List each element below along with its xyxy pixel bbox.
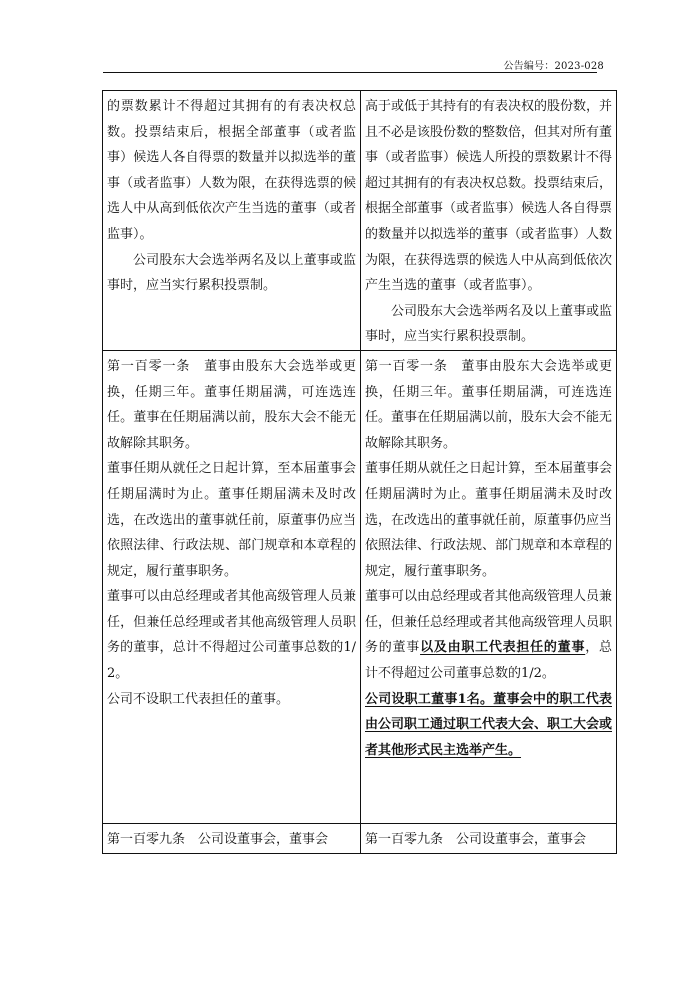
paragraph: 的票数累计不得超过其拥有的有表决权总数。投票结束后，根据全部董事（或者监事）候选人各自得票的数量并以拟选举的董事（或者监事）人数为限，在获得选票的候选人中从高到低依次产生当选的董事（或者监事）。 [107, 99, 356, 242]
paragraph [365, 584, 612, 686]
notice-number: 公告编号：2023-028 [503, 61, 604, 72]
revised-text-cell [361, 350, 617, 823]
original-text-cell [103, 350, 361, 823]
inserted-text: 以及由职工代表担任的董事 [420, 640, 586, 656]
paragraph: 董事任期从就任之日起计算，至本届董事会任期届满时为止。董事任期届满未及时改选，在改选出的董事就任前，原董事仍应当依照法律、行政法规、部门规章和本章程的规定，履行董事职务。 [365, 461, 613, 579]
comparison-table [102, 90, 617, 854]
table-row [103, 823, 617, 853]
header-divider [103, 72, 597, 73]
paragraph: 董事可以由总经理或者其他高级管理人员兼任，但兼任总经理或者其他高级管理人员职务的董事，总计不得超过公司董事总数的1/2。 [107, 589, 356, 682]
paragraph-text: ，总计不得超过公司董事总数的1/2。 [365, 640, 612, 682]
paragraph: 第一百零九条 公司设董事会，董事会 [365, 831, 587, 847]
table-row [103, 91, 617, 351]
table-row [103, 350, 617, 823]
inserted-paragraph: 公司设职工董事1名。董事会中的职工代表由公司职工通过职工代表大会、职工大会或者其他形式民主选举产生。 [365, 691, 613, 758]
paragraph: 高于或低于其持有的有表决权的股份数，并且不必是该股份数的整数倍，但其对所有董事（或者监事）候选人所投的票数累计不得超过其拥有的有表决权总数。投票结束后，根据全部董事（或者监事）候选人各自得票的数量并以拟选举的董事（或者监事）人数为限，在获得选票的候选人中从高到低依次产生当选的董事（或者监事）。 [365, 99, 613, 294]
paragraph: 第一百零一条 董事由股东大会选举或更换，任期三年。董事任期届满，可连选连任。董事在任期届满以前，股东大会不能无故解除其职务。 [365, 358, 613, 451]
paragraph: 第一百零九条 公司设董事会，董事会 [107, 831, 329, 847]
paragraph: 公司不设职工代表担任的董事。 [107, 691, 290, 707]
paragraph: 公司股东大会选举两名及以上董事或监事时，应当实行累积投票制。 [107, 252, 356, 294]
paragraph: 公司股东大会选举两名及以上董事或监事时，应当实行累积投票制。 [365, 303, 613, 345]
paragraph-text: 董事可以由总经理或者其他高级管理人员兼任，但兼任总经理或者其他高级管理人员职务的董事 [365, 589, 613, 656]
revised-text-cell [361, 823, 617, 853]
paragraph: 第一百零一条 董事由股东大会选举或更换，任期三年。董事任期届满，可连选连任。董事在任期届满以前，股东大会不能无故解除其职务。 [107, 358, 356, 451]
original-text-cell [103, 91, 361, 351]
revised-text-cell [361, 91, 617, 351]
original-text-cell [103, 823, 361, 853]
paragraph: 董事任期从就任之日起计算，至本届董事会任期届满时为止。董事任期届满未及时改选，在改选出的董事就任前，原董事仍应当依照法律、行政法规、部门规章和本章程的规定，履行董事职务。 [107, 461, 356, 579]
